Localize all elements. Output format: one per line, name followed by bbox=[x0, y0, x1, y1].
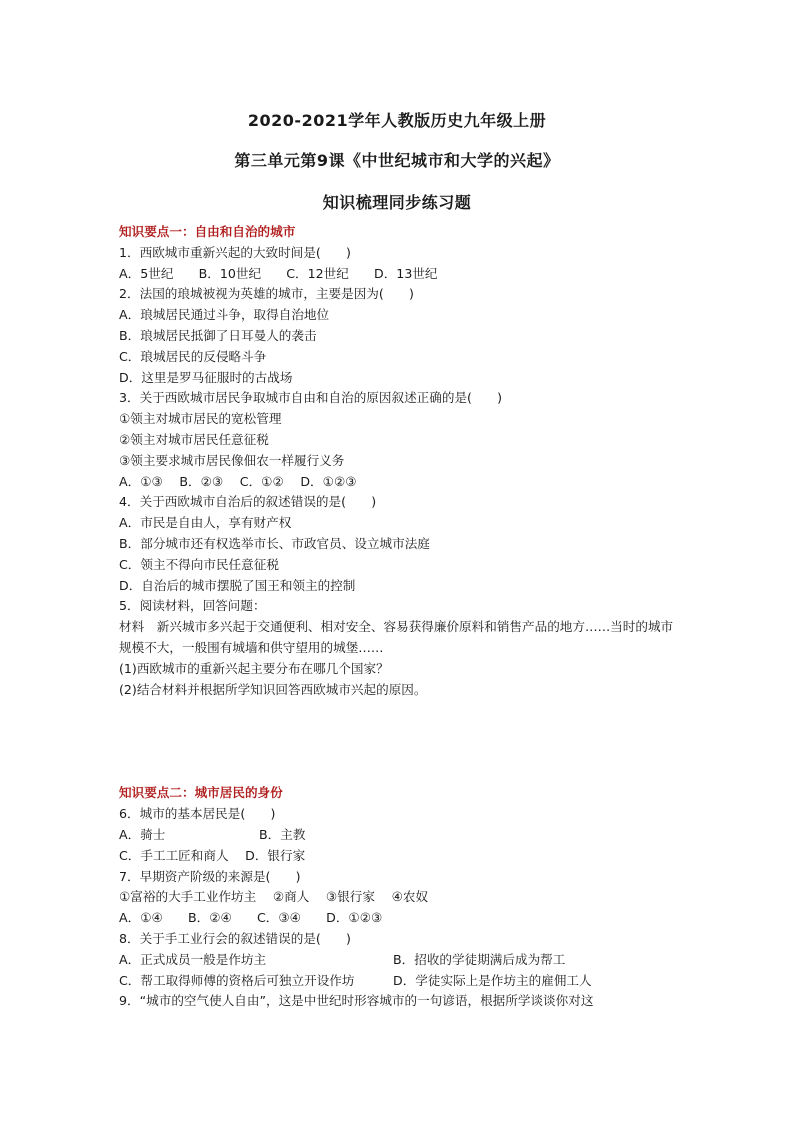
answer-option: A．琅城居民通过斗争，取得自治地位 bbox=[119, 307, 330, 323]
answer-options: A．①③ B．②③ C．①② D．①②③ bbox=[119, 473, 357, 489]
answer-option: B．琅城居民抵御了日耳曼人的袭击 bbox=[119, 327, 317, 343]
answer-options: A．5世纪 B．10世纪 C．12世纪 D．13世纪 bbox=[119, 265, 438, 281]
answer-options bbox=[119, 971, 679, 992]
question-line: 6．城市的基本居民是( ) bbox=[119, 806, 276, 822]
answer-option: D．这里是罗马征服时的古战场 bbox=[119, 369, 293, 385]
question-line: 8．关于手工业行会的叙述错误的是( ) bbox=[119, 930, 351, 946]
answer-options bbox=[119, 825, 679, 846]
question-line: 1．西欧城市重新兴起的大致时间是( ) bbox=[119, 244, 351, 260]
answer-option: C．帮工取得师傅的资格后可独立开设作坊 bbox=[119, 972, 355, 988]
answer-option: D．学徒实际上是作坊主的雇佣工人 bbox=[393, 972, 592, 988]
sub-question: (2)结合材料并根据所学知识回答西欧城市兴起的原因。 bbox=[119, 681, 427, 697]
statement-item: ①领主对城市居民的宽松管理 bbox=[119, 411, 282, 427]
question-line: 9．“城市的空气使人自由”，这是中世纪时形容城市的一句谚语，根据所学谈谈你对这 bbox=[119, 993, 594, 1009]
statement-item: ②领主对城市居民任意征税 bbox=[119, 431, 269, 447]
question-line: 3．关于西欧城市居民争取城市自由和自治的原因叙述正确的是( ) bbox=[119, 390, 503, 406]
answer-options bbox=[119, 950, 679, 971]
title-line-1: 2020-2021学年人教版历史九年级上册 bbox=[247, 111, 547, 130]
title-line-2: 第三单元第9课《中世纪城市和大学的兴起》 bbox=[234, 151, 560, 170]
statement-items: ①富裕的大手工业作坊主 ②商人 ③银行家 ④农奴 bbox=[119, 889, 429, 905]
reading-material: 材料 新兴城市多兴起于交通便利、相对安全、容易获得廉价原料和销售产品的地方……当时的城市规模不大，一般围有城墙和供守望用的城堡…… bbox=[119, 619, 674, 655]
answer-options: C．手工工匠和商人 D．银行家 bbox=[119, 847, 306, 863]
question-line: 2．法国的琅城被视为英雄的城市，主要是因为( ) bbox=[119, 286, 414, 302]
answer-option: A．市民是自由人，享有财产权 bbox=[119, 515, 292, 531]
answer-space bbox=[119, 700, 679, 783]
section-heading-1: 知识要点一：自由和自治的城市 bbox=[119, 224, 296, 239]
title-line-3: 知识梳理同步练习题 bbox=[322, 193, 472, 212]
answer-option: B．招收的学徒期满后成为帮工 bbox=[393, 951, 566, 967]
question-line: 5．阅读材料，回答问题： bbox=[119, 598, 266, 614]
section-heading-2: 知识要点二：城市居民的身份 bbox=[119, 785, 283, 801]
answer-option: A．骑士 bbox=[119, 826, 166, 842]
answer-options: A．①④ B．②④ C．③④ D．①②③ bbox=[119, 910, 383, 926]
sub-question: (1)西欧城市的重新兴起主要分布在哪几个国家？ bbox=[119, 660, 389, 676]
answer-option: B．主教 bbox=[259, 826, 306, 842]
answer-option: C．琅城居民的反侵略斗争 bbox=[119, 348, 267, 364]
answer-option: D．自治后的城市摆脱了国王和领主的控制 bbox=[119, 577, 356, 593]
answer-option: C．领主不得向市民任意征税 bbox=[119, 556, 279, 572]
answer-option: A．正式成员一般是作坊主 bbox=[119, 951, 267, 967]
document-body bbox=[119, 222, 679, 1012]
question-line: 4．关于西欧城市自治后的叙述错误的是( ) bbox=[119, 494, 377, 510]
answer-option: B．部分城市还有权选举市长、市政官员、设立城市法庭 bbox=[119, 535, 430, 551]
statement-item: ③领主要求城市居民像佃农一样履行义务 bbox=[119, 452, 345, 468]
question-line: 7．早期资产阶级的来源是( ) bbox=[119, 868, 301, 884]
